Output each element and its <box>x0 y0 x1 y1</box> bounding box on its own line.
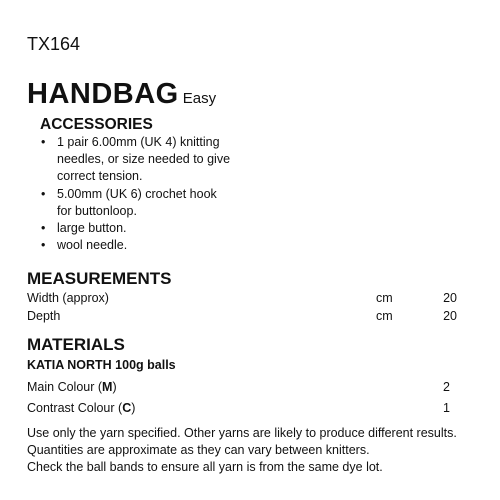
pattern-title <box>27 78 216 111</box>
colour-label <box>27 401 135 415</box>
measurement-label: Depth <box>27 309 61 323</box>
colour-label-close: ) <box>131 401 136 415</box>
colour-label-text: Main Colour ( <box>27 380 103 394</box>
title-text: HANDBAG <box>27 78 179 110</box>
colour-code: C <box>122 401 132 415</box>
accessory-item: • 1 pair 6.00mm (UK 4) knitting needles, or size needed to give correct tension. <box>40 134 230 186</box>
colour-label-text: Contrast Colour ( <box>27 401 123 415</box>
colour-label-close: ) <box>112 380 117 394</box>
colour-label <box>27 380 117 394</box>
note-line: Use only the yarn specified. Other yarns are likely to produce different results. <box>27 426 457 440</box>
measurement-label: Width (approx) <box>27 291 109 305</box>
accessory-item: • wool needle. <box>40 237 230 254</box>
measurement-value: 20 <box>443 309 457 323</box>
accessory-item: • 5.00mm (UK 6) crochet hook for buttonloop. <box>40 186 230 220</box>
measurement-value: 20 <box>443 291 457 305</box>
yarn-notes <box>27 425 457 476</box>
colour-code: M <box>102 380 113 394</box>
yarn-name: KATIA NORTH 100g balls <box>27 358 176 372</box>
accessories-list <box>40 134 230 254</box>
note-line: Quantities are approximate as they can vary between knitters. <box>27 443 370 457</box>
colour-quantity: 1 <box>443 401 450 415</box>
colour-quantity: 2 <box>443 380 450 394</box>
accessory-item: • large button. <box>40 220 230 237</box>
difficulty-label: Easy <box>182 90 217 107</box>
measurements-heading: MEASUREMENTS <box>27 269 172 288</box>
materials-heading: MATERIALS <box>27 335 125 354</box>
accessories-heading: ACCESSORIES <box>40 116 153 133</box>
note-line: Check the ball bands to ensure all yarn is from the same dye lot. <box>27 460 383 474</box>
pattern-code: TX164 <box>27 34 81 54</box>
measurement-unit: cm <box>376 309 393 323</box>
measurement-unit: cm <box>376 291 393 305</box>
